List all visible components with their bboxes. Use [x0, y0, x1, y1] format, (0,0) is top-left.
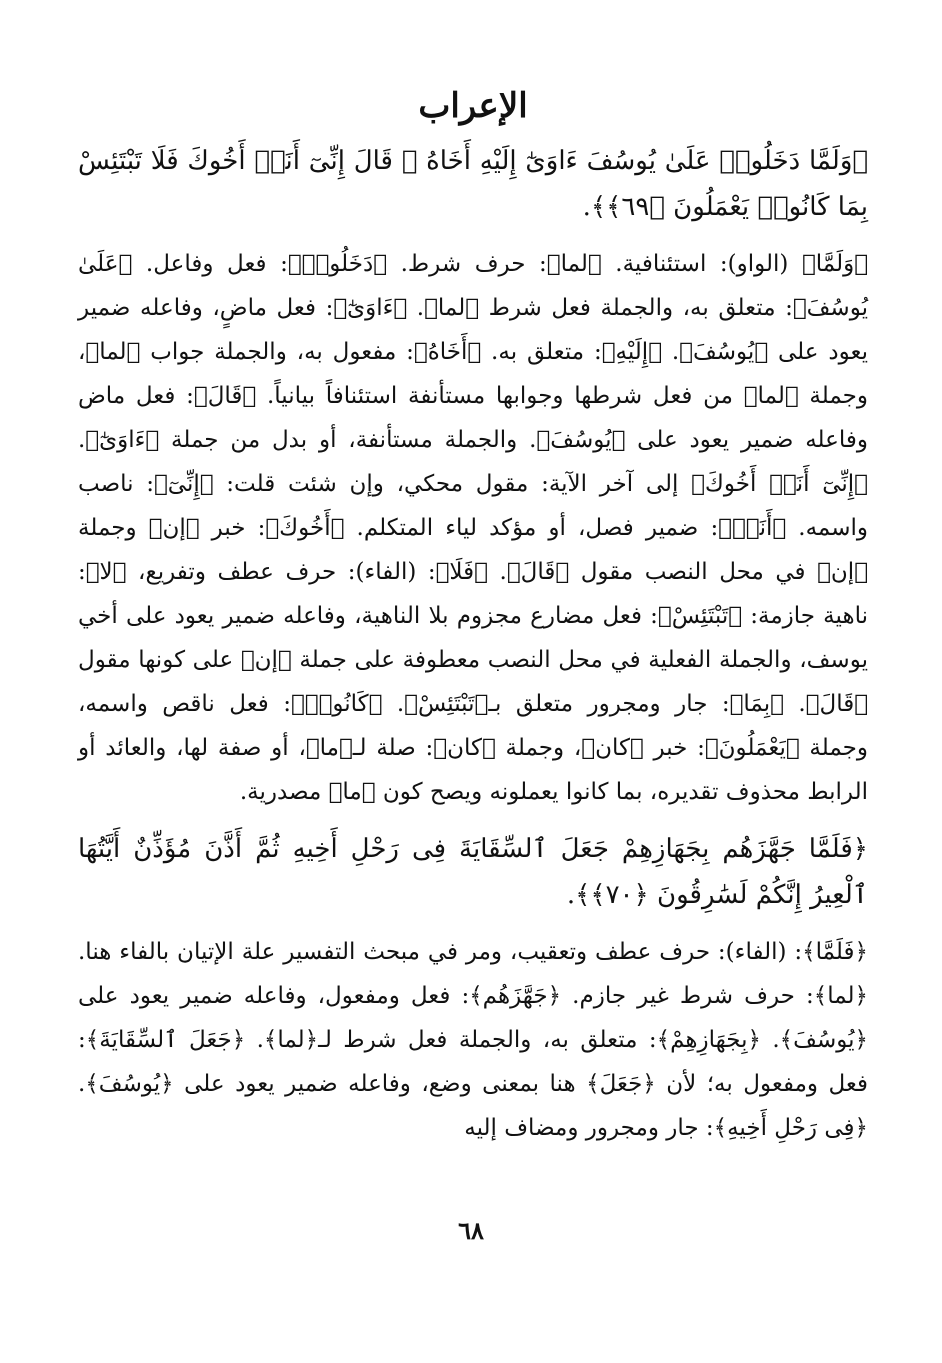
- quran-verse-69: ﴿وَلَمَّا دَخَلُوا۟ عَلَىٰ يُوسُفَ ءَاوَىٰٓ إِلَيْهِ أَخَاهُ ۖ قَالَ إِنِّىٓ أَنَا۠ أَخُوكَ فَلَا تَبْتَئِسْ بِمَا كَانُوا۟ يَعْمَلُونَ ﴿٦٩﴾﴾.: [78, 146, 868, 222]
- grammar-analysis-paragraph: ﴿وَلَمَّا﴾ (الواو): استئنافية. ﴿لما﴾: حرف شرط. ﴿دَخَلُوا۟﴾: فعل وفاعل. ﴿عَلَىٰ يُوسُفَ﴾: متعلق به، والجملة فعل شرط ﴿لما﴾. ﴿ءَاوَىٰٓ﴾: فعل ماضٍ، وفاعله ضمير يعود على ﴿يُوسُفَ﴾. ﴿إِلَيْهِ﴾: متعلق به. ﴿أَخَاهُ﴾: مفعول به، والجملة جواب ﴿لما﴾، وجملة ﴿لما﴾ من فعل شرطها وجوابها مستأنفة استئنافاً بيانياً. ﴿قَالَ﴾: فعل ماض وفاعله ضمير يعود على ﴿يُوسُفَ﴾. والجملة مستأنفة، أو بدل من جملة ﴿ءَاوَىٰٓ﴾. ﴿إِنِّىٓ أَنَا۠ أَخُوكَ﴾ إلى آخر الآية: مقول محكي، وإن شئت قلت: ﴿إِنِّىٓ﴾: ناصب واسمه. ﴿أَنَا۠﴾: ضمير فصل، أو مؤكد لياء المتكلم. ﴿أَخُوكَ﴾: خبر ﴿إن﴾ وجملة ﴿إن﴾ في محل النصب مقول ﴿قَالَ﴾. ﴿فَلَا﴾: (الفاء): حرف عطف وتفريع، ﴿لا﴾: ناهية جازمة: ﴿تَبْتَئِسْ﴾: فعل مضارع مجزوم بلا الناهية، وفاعله ضمير يعود على أخي يوسف، والجملة الفعلية في محل النصب معطوفة على جملة ﴿إن﴾ على كونها مقول ﴿قَالَ﴾. ﴿بِمَا﴾: جار ومجرور متعلق بـ﴿تَبْتَئِسْ﴾. ﴿كَانُوا۟﴾: فعل ناقص واسمه، وجملة ﴿يَعْمَلُونَ﴾: خبر ﴿كان﴾، وجملة ﴿كان﴾: صلة لـ﴿ما﴾، أو صفة لها، والعائد أو الرابط محذوف تقديره، بما كانوا يعملونه ويصح كون ﴿ما﴾ مصدرية.: [78, 251, 868, 805]
- page: [78, 78, 868, 1328]
- page-number: ٦٨: [458, 1216, 484, 1245]
- quran-verse-70: ﴿فَلَمَّا جَهَّزَهُم بِجَهَازِهِمْ جَعَلَ ٱلسِّقَايَةَ فِى رَحْلِ أَخِيهِ ثُمَّ أَذَّنَ مُؤَذِّنٌ أَيَّتُهَا ٱلْعِيرُ إِنَّكُمْ لَسَٰرِقُونَ ﴿٧٠﴾﴾.: [78, 834, 868, 910]
- grammar-analysis-paragraph: ﴿فَلَمَّا﴾: (الفاء): حرف عطف وتعقيب، ومر في مبحث التفسير علة الإتيان بالفاء هنا. ﴿لما﴾: حرف شرط غير جازم. ﴿جَهَّزَهُم﴾: فعل ومفعول، وفاعله ضمير يعود على ﴿يُوسُفَ﴾. ﴿بِجَهَازِهِمْ﴾: متعلق به، والجملة فعل شرط لـ﴿لما﴾. ﴿جَعَلَ ٱلسِّقَايَةَ﴾: فعل ومفعول به؛ لأن ﴿جَعَلَ﴾ هنا بمعنى وضع، وفاعله ضمير يعود على ﴿يُوسُفَ﴾. ﴿فِى رَحْلِ أَخِيهِ﴾: جار ومجرور ومضاف إليه: [78, 939, 868, 1141]
- section-title: الإعراب: [418, 86, 528, 126]
